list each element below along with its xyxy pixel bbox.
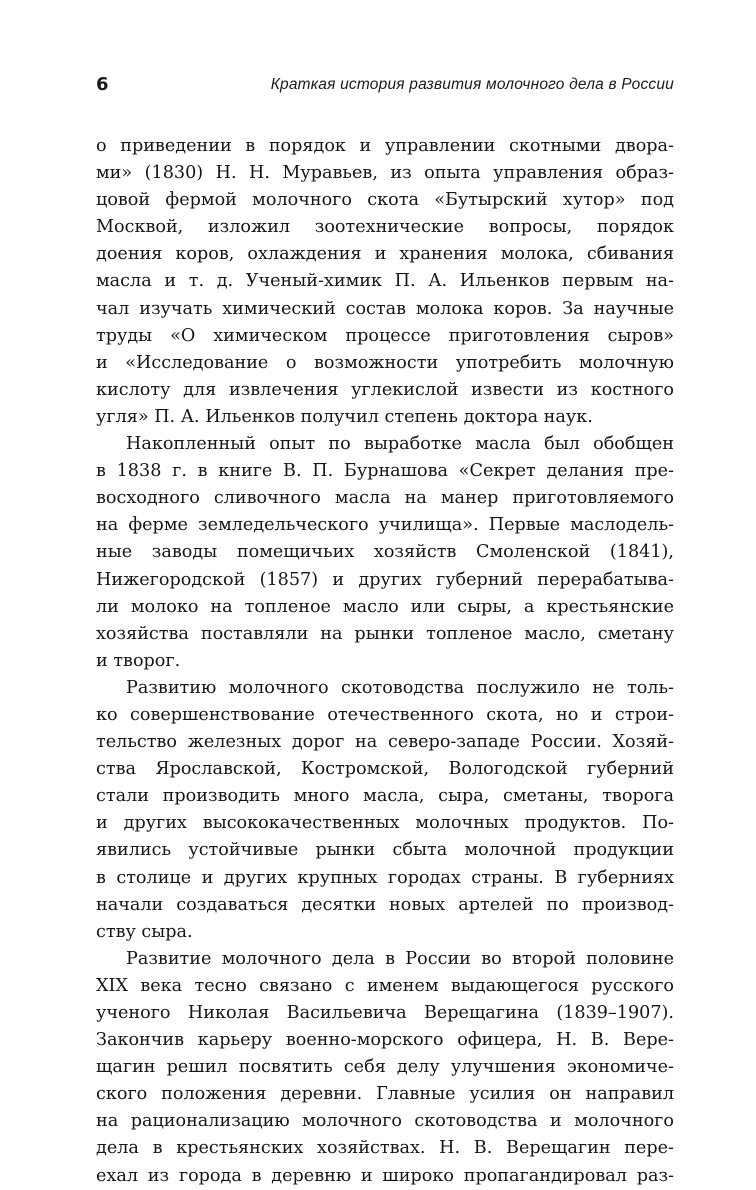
paragraph	[96, 431, 674, 675]
text-line: кислоту для извлечения углекислой извести из костного	[96, 379, 674, 400]
text-line: масла и т. д. Ученый-химик П. А. Ильенков первым на-	[96, 271, 674, 292]
text-line: в столице и других крупных городах страны. В губерниях	[96, 867, 674, 888]
text-line: ства Ярославской, Костромской, Вологодской губерний	[96, 759, 674, 780]
text-line: угля» П. А. Ильенков получил степень доктора наук.	[96, 406, 593, 427]
page-header	[96, 72, 674, 98]
text-line: Развитию молочного скотоводства послужило не толь-	[126, 677, 674, 698]
text-line: дела в крестьянских хозяйствах. Н. В. Верещагин пере-	[96, 1138, 674, 1159]
text-line: о приведении в порядок и управлении скотными двора-	[96, 136, 674, 156]
text-line: щагин решил посвятить себя делу улучшения экономиче-	[96, 1057, 674, 1078]
text-line: в 1838 г. в книге В. П. Бурнашова «Секрет делания пре-	[96, 461, 674, 482]
page-number: 6	[96, 74, 109, 95]
text-line: ученого Николая Васильевича Верещагина (1839–1907).	[96, 1003, 674, 1023]
text-line: ко совершенствование отечественного скота, но и строи-	[96, 704, 674, 725]
text-line: доения коров, охлаждения и хранения молока, сбивания	[96, 244, 674, 265]
text-line: Развитие молочного дела в России во второй половине	[126, 948, 674, 969]
text-line: восходного сливочного масла на манер приготовляемого	[96, 488, 674, 509]
text-line: ные заводы помещичьих хозяйств Смоленской (1841),	[96, 542, 674, 563]
paragraph	[96, 946, 674, 1190]
text-line: Нижегородской (1857) и других губерний перерабатыва-	[96, 569, 674, 590]
text-line: явились устойчивые рынки сбыта молочной продукции	[96, 840, 674, 861]
text-line: тельство железных дорог на северо-западе России. Хозяй-	[96, 732, 674, 753]
text-line: и творог.	[96, 650, 181, 671]
text-line: чал изучать химический состав молока коров. За научные	[96, 298, 674, 319]
text-line: и «Исследование о возможности употребить молочную	[96, 352, 674, 373]
paragraph	[96, 675, 674, 946]
text-line: и других высококачественных молочных продуктов. По-	[96, 813, 674, 834]
text-line: ли молоко на топленое масло или сыры, а крестьянские	[96, 596, 674, 617]
text-line: на ферме земледельческого училища». Первые маслодель-	[96, 515, 674, 536]
text-line: Накопленный опыт по выработке масла был обобщен	[126, 434, 674, 455]
text-line: на рационализацию молочного скотоводства и молочного	[96, 1111, 674, 1132]
body-text	[96, 133, 674, 1190]
text-line: цовой фермой молочного скота «Бутырский хутор» под	[96, 190, 674, 211]
text-line: начали создаваться десятки новых артелей по производ-	[96, 894, 674, 915]
text-line: XIX века тесно связано с именем выдающегося русского	[96, 975, 674, 996]
text-line: ехал из города в деревню и широко пропагандировал раз-	[96, 1165, 674, 1186]
paragraph	[96, 133, 674, 431]
text-line: хозяйства поставляли на рынки топленое масло, сметану	[96, 623, 674, 644]
text-line: Закончив карьеру военно-морского офицера, Н. В. Вере-	[96, 1030, 674, 1051]
text-line: ми» (1830) Н. Н. Муравьев, из опыта управления образ-	[96, 163, 674, 184]
text-line: ству сыра.	[96, 921, 193, 942]
running-title: Краткая история развития молочного дела в России	[270, 76, 674, 93]
text-line: Москвой, изложил зоотехнические вопросы, порядок	[96, 217, 674, 238]
text-line: стали производить много масла, сыра, сметаны, творога	[96, 786, 674, 807]
text-line: ского положения деревни. Главные усилия он направил	[96, 1084, 674, 1105]
text-line: труды «О химическом процессе приготовления сыров»	[96, 325, 674, 346]
